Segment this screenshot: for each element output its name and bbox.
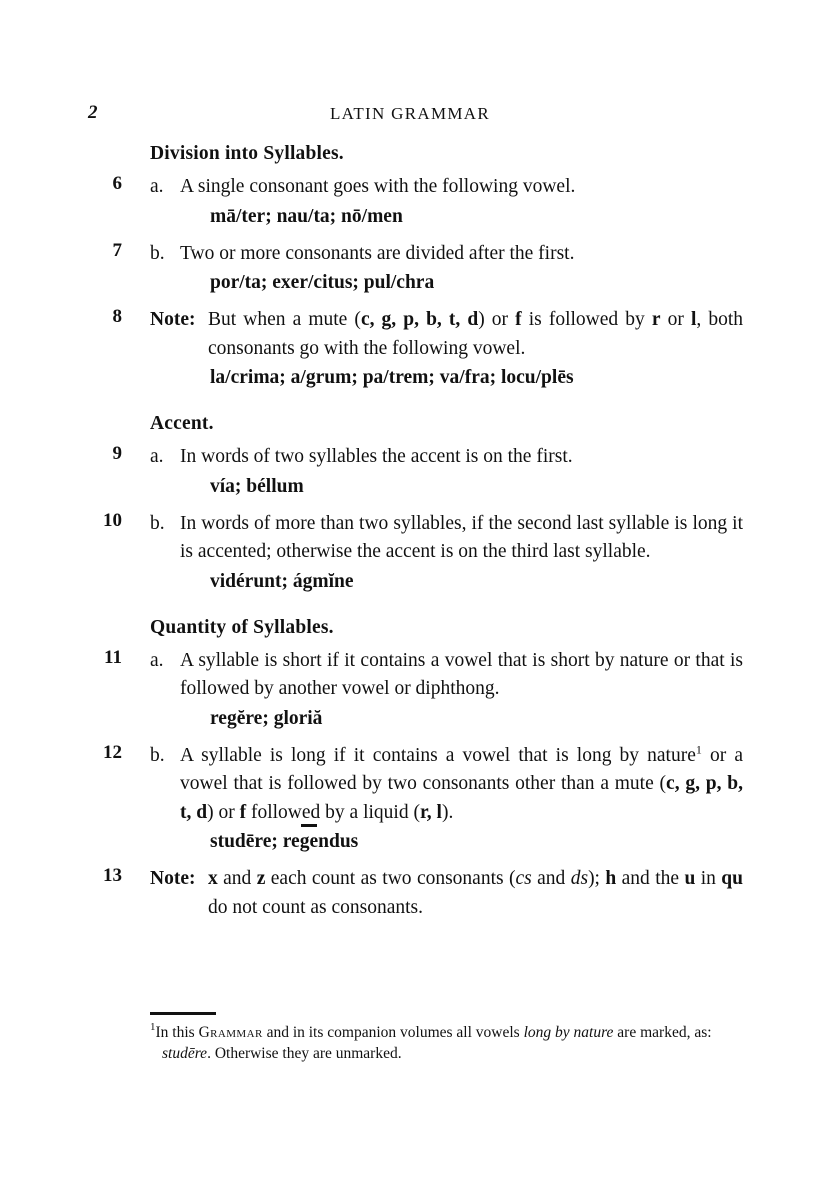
rule-sentence-10: In words of more than two syllables, if the second last syllable is long it is accented; otherwise the accent is on the third last syllable. bbox=[180, 512, 743, 562]
rule-sentence-7: Two or more consonants are divided after the first. bbox=[180, 242, 575, 264]
rule-marker-11: a. bbox=[150, 649, 164, 671]
note-13-letter-z: z bbox=[256, 868, 266, 889]
note-8-part4: or bbox=[660, 309, 691, 330]
rule-number-9: 9 bbox=[112, 443, 122, 464]
note-13-part8: do not count as consonants. bbox=[208, 896, 424, 918]
rule-body-13 bbox=[150, 865, 743, 922]
note-13-part3: each count as two consonants ( bbox=[265, 868, 516, 889]
rule-text-6 bbox=[150, 173, 743, 202]
heading-accent: Accent. bbox=[150, 413, 214, 434]
example-12-macron-span: ge bbox=[300, 827, 318, 857]
note-8-part1: But when a mute ( bbox=[208, 309, 361, 330]
note-13-part7: in bbox=[695, 868, 722, 889]
rule-number-8: 8 bbox=[112, 306, 122, 327]
rule-13 bbox=[88, 865, 743, 922]
rule-12-part2: or a vowel that is followed by two consonants other than a mute ( bbox=[180, 744, 743, 794]
rule-text-11 bbox=[150, 647, 743, 704]
page-number: 2 bbox=[88, 102, 98, 123]
rule-9 bbox=[88, 443, 743, 502]
rule-7 bbox=[88, 240, 743, 299]
rule-marker-12: b. bbox=[150, 744, 165, 766]
note-8-letter-r: r bbox=[651, 309, 661, 330]
rule-text-9 bbox=[150, 443, 743, 472]
rule-body-11 bbox=[150, 647, 743, 734]
rule-10 bbox=[88, 510, 743, 597]
footnote-marker: 1 bbox=[150, 1021, 156, 1034]
rule-11 bbox=[88, 647, 743, 734]
rule-number-13: 13 bbox=[103, 865, 122, 886]
rule-marker-8: Note: bbox=[150, 309, 196, 330]
footnote-part4: . Otherwise they are unmarked. bbox=[207, 1044, 402, 1062]
running-head bbox=[0, 100, 820, 128]
rule-sentence-11: A syllable is short if it contains a vowel that is short by nature or that is followed by another vowel or diphthong. bbox=[180, 649, 743, 699]
note-8-letter-l: l bbox=[690, 309, 697, 330]
heading-division-into-syllables: Division into Syllables. bbox=[150, 143, 344, 164]
footnote-part2: and in its companion volumes all vowels bbox=[262, 1023, 524, 1041]
footnote-text bbox=[150, 1022, 750, 1064]
text-block bbox=[88, 143, 743, 922]
rule-number-12: 12 bbox=[103, 741, 122, 763]
footnote-italic-example: studēre bbox=[162, 1044, 208, 1062]
note-13-italic-cs: cs bbox=[515, 868, 532, 889]
rule-8 bbox=[88, 306, 743, 393]
rule-marker-13: Note: bbox=[150, 868, 196, 889]
note-8-part5: , both consonants go with the following vowel. bbox=[208, 309, 744, 359]
note-13-letter-x: x bbox=[208, 868, 218, 889]
footnote-area bbox=[150, 1012, 750, 1064]
rule-12-part3: ) or bbox=[207, 801, 240, 823]
footnote-italic-phrase: long by nature bbox=[523, 1023, 614, 1041]
rule-marker-9: a. bbox=[150, 446, 164, 467]
note-8-letter-f: f bbox=[515, 309, 522, 330]
running-head-title: LATIN GRAMMAR bbox=[330, 104, 490, 123]
rule-sentence-6: A single consonant goes with the following vowel. bbox=[180, 176, 576, 197]
rule-12 bbox=[88, 742, 743, 858]
note-13-part4: and bbox=[531, 868, 571, 889]
note-8-part3: is followed by bbox=[521, 309, 652, 330]
rule-body-9 bbox=[150, 443, 743, 502]
footnote-part3: are marked, as: bbox=[613, 1023, 712, 1041]
rule-12-letter-f: f bbox=[239, 801, 247, 823]
rule-text-12 bbox=[150, 742, 743, 828]
footnote-part1: In this bbox=[155, 1023, 199, 1041]
example-12 bbox=[210, 827, 743, 857]
rule-sentence-9: In words of two syllables the accent is on the first. bbox=[180, 446, 573, 467]
example-6: mā/ter; nau/ta; nō/men bbox=[210, 205, 403, 227]
rule-body-6 bbox=[150, 173, 743, 232]
rule-number-7: 7 bbox=[112, 239, 122, 261]
example-8: la/crima; a/grum; pa/trem; va/fra; locu/plēs bbox=[210, 367, 574, 388]
rule-marker-7: b. bbox=[150, 242, 165, 264]
example-12-part1: studēre; re bbox=[210, 831, 300, 852]
rule-text-10 bbox=[150, 510, 743, 567]
rule-12-liquids: r, l bbox=[419, 801, 442, 823]
rule-marker-10: b. bbox=[150, 512, 165, 534]
rule-body-12 bbox=[150, 742, 743, 858]
rule-marker-6: a. bbox=[150, 176, 164, 197]
example-10: vidérunt; ágmĭne bbox=[210, 570, 354, 592]
rule-text-13 bbox=[150, 865, 743, 922]
rule-body-7 bbox=[150, 240, 743, 299]
rule-body-10 bbox=[150, 510, 743, 597]
note-13-letter-u: u bbox=[684, 868, 696, 889]
rule-number-10: 10 bbox=[103, 509, 122, 531]
footnote-reference-1: 1 bbox=[695, 742, 702, 756]
rule-12-mutes: c, g, p, b, t, d bbox=[180, 773, 743, 823]
rule-number-6: 6 bbox=[112, 173, 122, 194]
rule-12-part4: followed by a liquid ( bbox=[246, 801, 420, 823]
note-13-part6: and the bbox=[616, 868, 685, 889]
note-8-mutes: c, g, p, b, t, d bbox=[360, 309, 479, 330]
note-13-italic-ds: ds bbox=[570, 868, 589, 889]
example-12-part2: ndus bbox=[318, 831, 359, 852]
footnote-grammar-smallcaps: Grammar bbox=[198, 1023, 263, 1041]
rule-12-part1: A syllable is long if it contains a vowel that is long by nature bbox=[180, 744, 696, 766]
heading-quantity-of-syllables: Quantity of Syllables. bbox=[150, 616, 334, 638]
note-13-letter-qu: qu bbox=[721, 868, 743, 889]
note-13-part5: ); bbox=[588, 868, 606, 889]
footnote-rule bbox=[150, 1012, 216, 1015]
example-9: vía; béllum bbox=[210, 475, 304, 497]
rule-text-7 bbox=[150, 240, 743, 269]
note-13-part2: and bbox=[217, 868, 257, 889]
example-7: por/ta; exer/citus; pul/chra bbox=[210, 272, 435, 293]
rule-6 bbox=[88, 173, 743, 232]
note-8-part2: ) or bbox=[478, 309, 516, 330]
rule-text-8 bbox=[150, 306, 743, 363]
rule-body-8 bbox=[150, 306, 743, 393]
example-11: regĕre; gloriă bbox=[210, 707, 323, 729]
note-13-letter-h: h bbox=[605, 868, 617, 889]
rule-number-11: 11 bbox=[104, 646, 122, 668]
rule-12-part5: ). bbox=[441, 801, 454, 823]
